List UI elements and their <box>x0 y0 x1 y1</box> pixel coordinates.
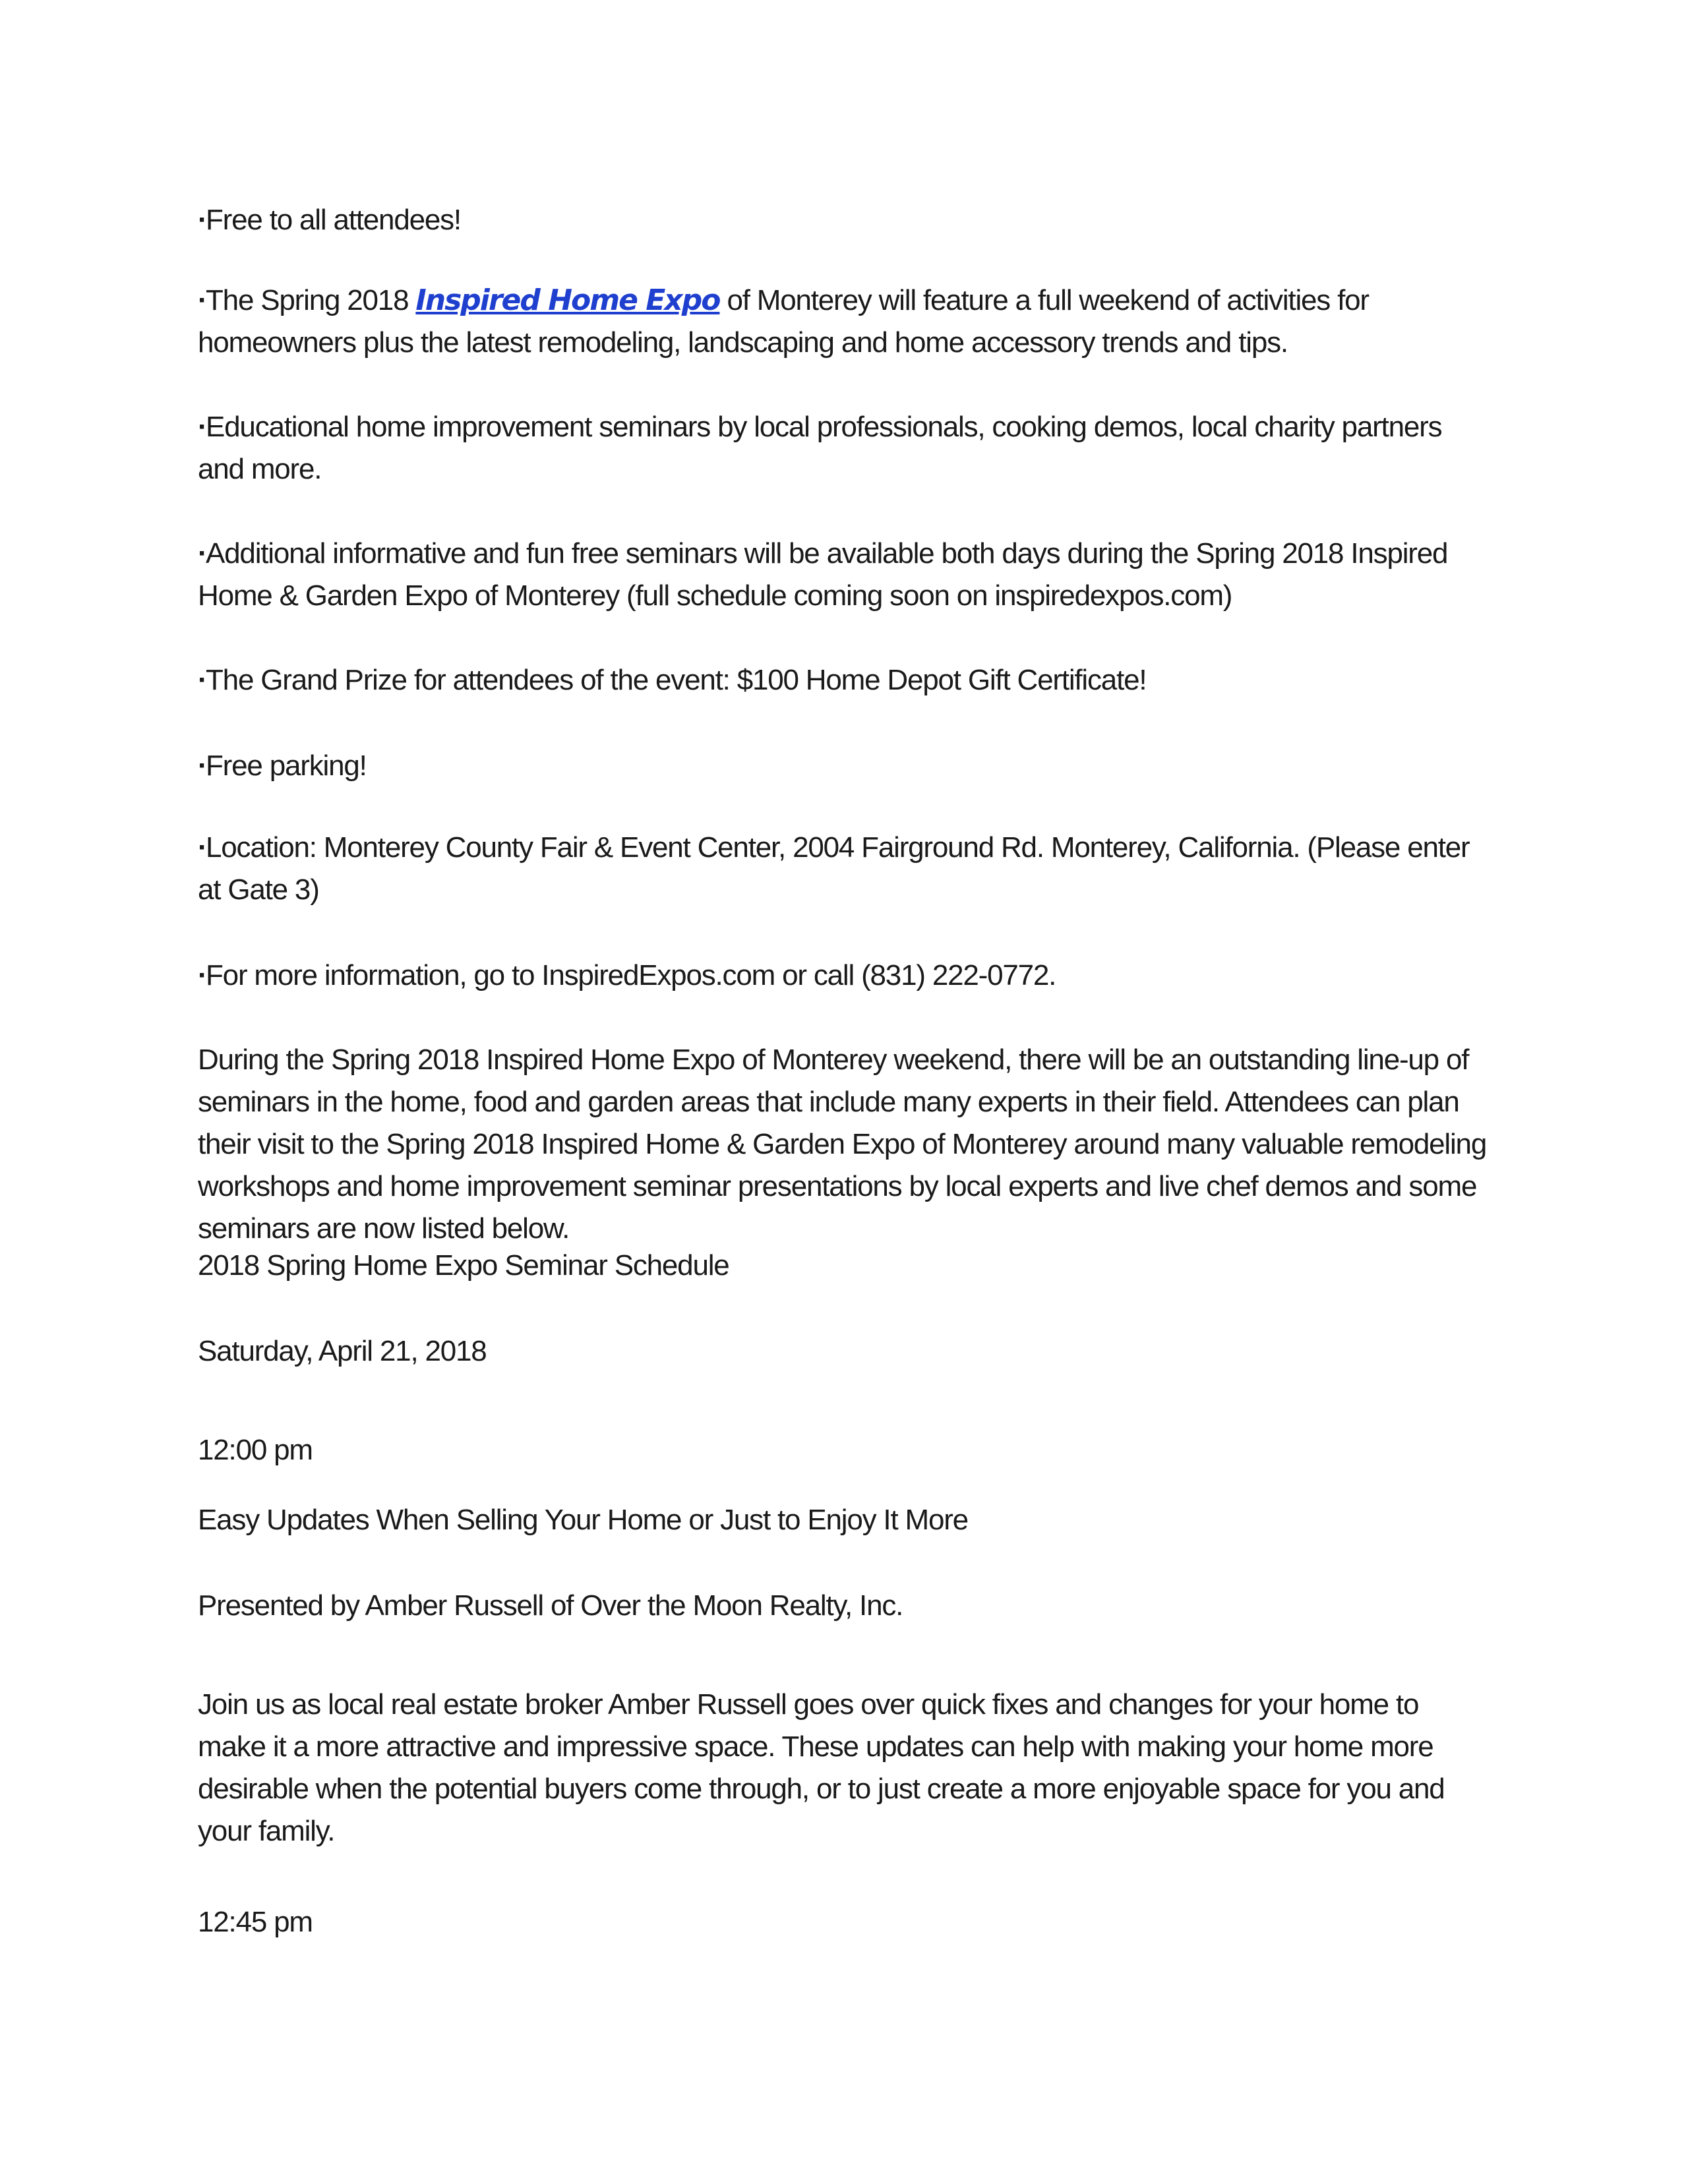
bullet-free-parking <box>198 745 1490 787</box>
bullet-symbol: · <box>198 204 207 236</box>
bullet-symbol: · <box>198 284 207 316</box>
bullet-text: Additional informative and fun free seminars will be available both days during the Spring 2018 Inspired Home & Garden Expo of Monterey (full schedule coming soon on inspiredexpos.com) <box>198 537 1448 612</box>
seminar-time: 12:00 pm <box>198 1434 313 1466</box>
bullet-symbol: · <box>198 411 207 443</box>
bullet-expo-overview <box>198 280 1490 364</box>
bullet-symbol: · <box>198 750 207 782</box>
bullet-symbol: · <box>198 664 207 696</box>
bullet-seminars <box>198 406 1490 490</box>
bullet-text: Educational home improvement seminars by local professionals, cooking demos, local charity partners and more. <box>198 411 1442 485</box>
seminar-time: 12:45 pm <box>198 1906 313 1938</box>
bullet-text: of Monterey will feature a full weekend of activities for homeowners plus the latest remodeling, landscaping and home accessory trends and tips. <box>198 284 1369 359</box>
bullet-symbol: · <box>198 959 207 991</box>
bullet-free-attendees <box>198 199 1490 241</box>
bullet-grand-prize <box>198 659 1490 701</box>
bullet-text: Free parking! <box>206 750 367 782</box>
bullet-text: The Spring 2018 <box>206 284 416 316</box>
bullet-text: The Grand Prize for attendees of the event: $100 Home Depot Gift Certificate! <box>206 664 1147 696</box>
bullet-text: Location: Monterey County Fair & Event Center, 2004 Fairground Rd. Monterey, California. (Please enter at Gate 3) <box>198 831 1470 906</box>
bullet-symbol: · <box>198 831 207 864</box>
intro-paragraph: During the Spring 2018 Inspired Home Expo of Monterey weekend, there will be an outstanding line-up of seminars in the home, food and garden areas that include many experts in their field. Attendees can plan their visit to the Spring 2018 Inspired Home & Garden Expo of Monterey around many valuable remodeling workshops and home improvement seminar presentations by local experts and live chef demos and some seminars are now listed below. <box>198 1044 1487 1245</box>
schedule-date: Saturday, April 21, 2018 <box>198 1335 487 1367</box>
seminar-presenter: Presented by Amber Russell of Over the Moon Realty, Inc. <box>198 1589 903 1622</box>
seminar-description: Join us as local real estate broker Amber Russell goes over quick fixes and changes for your home to make it a more attractive and impressive space. These updates can help with making your home more desirable when the potential buyers come through, or to just create a more enjoyable space for you and your family. <box>198 1688 1445 1847</box>
bullet-more-info <box>198 955 1490 997</box>
inspired-home-expo-link[interactable]: Inspired Home Expo <box>415 283 720 317</box>
bullet-symbol: · <box>198 537 207 570</box>
bullet-location <box>198 827 1490 911</box>
bullet-text: For more information, go to InspiredExpos.com or call (831) 222-0772. <box>206 959 1056 991</box>
bullet-text: Free to all attendees! <box>206 204 461 236</box>
seminar-title: Easy Updates When Selling Your Home or Just to Enjoy It More <box>198 1504 968 1536</box>
bullet-additional-seminars <box>198 533 1490 617</box>
schedule-title: 2018 Spring Home Expo Seminar Schedule <box>198 1249 729 1282</box>
